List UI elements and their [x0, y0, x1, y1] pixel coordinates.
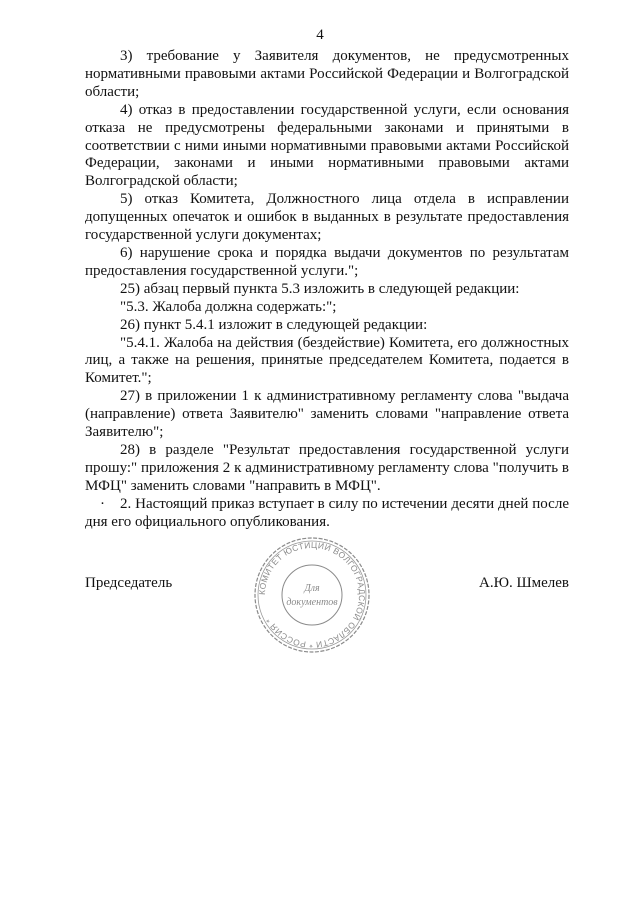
paragraph-effective-date-text: 2. Настоящий приказ вступает в силу по истечении десяти дней после дня его официального опубликования.	[85, 495, 569, 530]
stamp-inner-ring	[282, 565, 342, 625]
paragraph-amendment-28: 28) в разделе "Результат предоставления государственной услуги прошу:" приложения 2 к административному регламенту слова "получить в МФЦ" заменить словами "направить в МФЦ".	[85, 441, 569, 494]
document-body	[85, 48, 569, 531]
paragraph-item-4: 4) отказ в предоставлении государственной услуги, если основания отказа не предусмотрены федеральными законами и принятыми в соответствии с ними иными нормативными правовыми актами Российской Федерации, законами и иными нормативными правовыми актами Волгоградской области;	[85, 101, 569, 190]
stamp-center-text-line2: документов	[286, 597, 338, 608]
paragraph-quote-5-3: "5.3. Жалоба должна содержать:";	[120, 298, 337, 315]
paragraph-amendment-25: 25) абзац первый пункта 5.3 изложить в следующей редакции:	[120, 280, 520, 297]
paragraph-item-6: 6) нарушение срока и порядка выдачи документов по результатам предоставления государственной услуги.";	[85, 244, 569, 279]
signatory-title: Председатель	[85, 575, 173, 591]
paragraph-amendment-26: 26) пункт 5.4.1 изложит в следующей редакции:	[120, 316, 428, 333]
paragraph-item-5: 5) отказ Комитета, Должностного лица отдела в исправлении допущенных опечаток и ошибок в выданных в результате предоставления государственной услуги документах;	[85, 191, 569, 244]
paragraph-amendment-27: 27) в приложении 1 к административному регламенту слова "выдача (направление) ответа Заявителю" заменить словами "направление ответа Заявителю";	[85, 388, 569, 441]
paragraph-effective-date	[85, 496, 569, 532]
stamp-center-text-line1: Для	[304, 583, 320, 594]
stamp-ring-text: КОМИТЕТ ЮСТИЦИИ ВОЛГОГРАДСКОЙ ОБЛАСТИ * РОССИЯ *	[256, 539, 368, 651]
paragraph-item-3: 3) требование у Заявителя документов, не предусмотренных нормативными правовыми актами Российской Федерации и Волгоградской области;	[85, 48, 569, 100]
signatory-name: А.Ю. Шмелев	[478, 575, 569, 591]
bullet-mark: ·	[100, 495, 105, 512]
page-number: 4	[316, 27, 324, 43]
paragraph-quote-5-4-1: "5.4.1. Жалоба на действия (бездействие) Комитета, его должностных лиц, а также на решения, принятые председателем Комитета, подается в Комитет.";	[85, 334, 569, 387]
stamp-outer-ring	[255, 538, 369, 652]
official-seal-stamp	[252, 535, 372, 655]
